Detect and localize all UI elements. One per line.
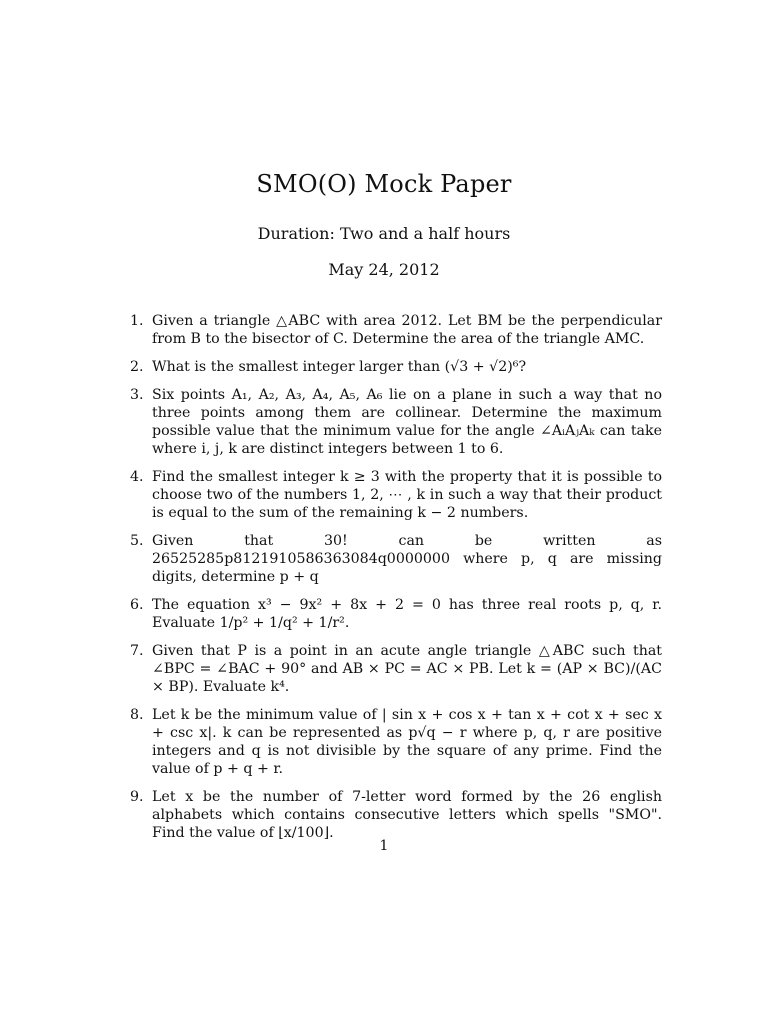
problem-text: Given that P is a point in an acute angle triangle △ABC such that ∠BPC = ∠BAC + 90° and AB × PC = AC × PB. Let k = (AP × BC)/(AC × BP). Evaluate k⁴.: [152, 643, 662, 695]
problem-text: Given that 30! can be written as 26525285p8121910586363084q0000000 where p, q are missing digits, determine p + q: [152, 533, 662, 585]
problem-item: [120, 386, 662, 458]
problem-item: [120, 532, 662, 586]
problem-number: 8.: [130, 707, 144, 723]
problem-text: Six points A₁, A₂, A₃, A₄, A₅, A₆ lie on a plane in such a way that no three points among them are collinear. Determine the maximum possible value that the minimum value for the angle ∠AᵢAⱼAₖ can take where i, j, k are distinct integers between 1 to 6.: [152, 387, 662, 457]
duration-line: Duration: Two and a half hours: [257, 224, 511, 243]
problem-item: [120, 358, 662, 376]
problem-number: 7.: [130, 643, 144, 659]
problem-text: What is the smallest integer larger than (√3 + √2)⁶?: [152, 359, 527, 375]
problem-text: Let k be the minimum value of | sin x + cos x + tan x + cot x + sec x + csc x|. k can be represented as p√q − r where p, q, r are positive integers and q is not divisible by the square of any prime. Find the value of p + q + r.: [152, 707, 662, 777]
problem-number: 9.: [130, 789, 144, 805]
problem-number: 1.: [130, 313, 144, 329]
problem-number: 2.: [130, 359, 144, 375]
page-number: 1: [379, 838, 389, 854]
date-line: May 24, 2012: [328, 260, 440, 279]
problem-text: Let x be the number of 7-letter word formed by the 26 english alphabets which contains consecutive letters which spells "SMO". Find the value of ⌊x/100⌋.: [152, 789, 662, 841]
problem-number: 6.: [130, 597, 144, 613]
problem-item: [120, 596, 662, 632]
problem-item: [120, 706, 662, 778]
paper-title: SMO(O) Mock Paper: [256, 170, 512, 198]
problem-item: [120, 468, 662, 522]
problem-number: 5.: [130, 533, 144, 549]
problem-number: 3.: [130, 387, 144, 403]
problem-item: [120, 312, 662, 348]
problem-item: [120, 788, 662, 842]
problem-item: [120, 642, 662, 696]
problem-text: The equation x³ − 9x² + 8x + 2 = 0 has three real roots p, q, r. Evaluate 1/p² + 1/q² + 1/r².: [152, 597, 662, 631]
problem-number: 4.: [130, 469, 144, 485]
problem-list: [120, 312, 662, 852]
problem-text: Given a triangle △ABC with area 2012. Let BM be the perpendicular from B to the bisector of C. Determine the area of the triangle AMC.: [152, 313, 662, 347]
problem-text: Find the smallest integer k ≥ 3 with the property that it is possible to choose two of the numbers 1, 2, ⋯ , k in such a way that their product is equal to the sum of the remaining k − 2 numbers.: [152, 469, 662, 521]
